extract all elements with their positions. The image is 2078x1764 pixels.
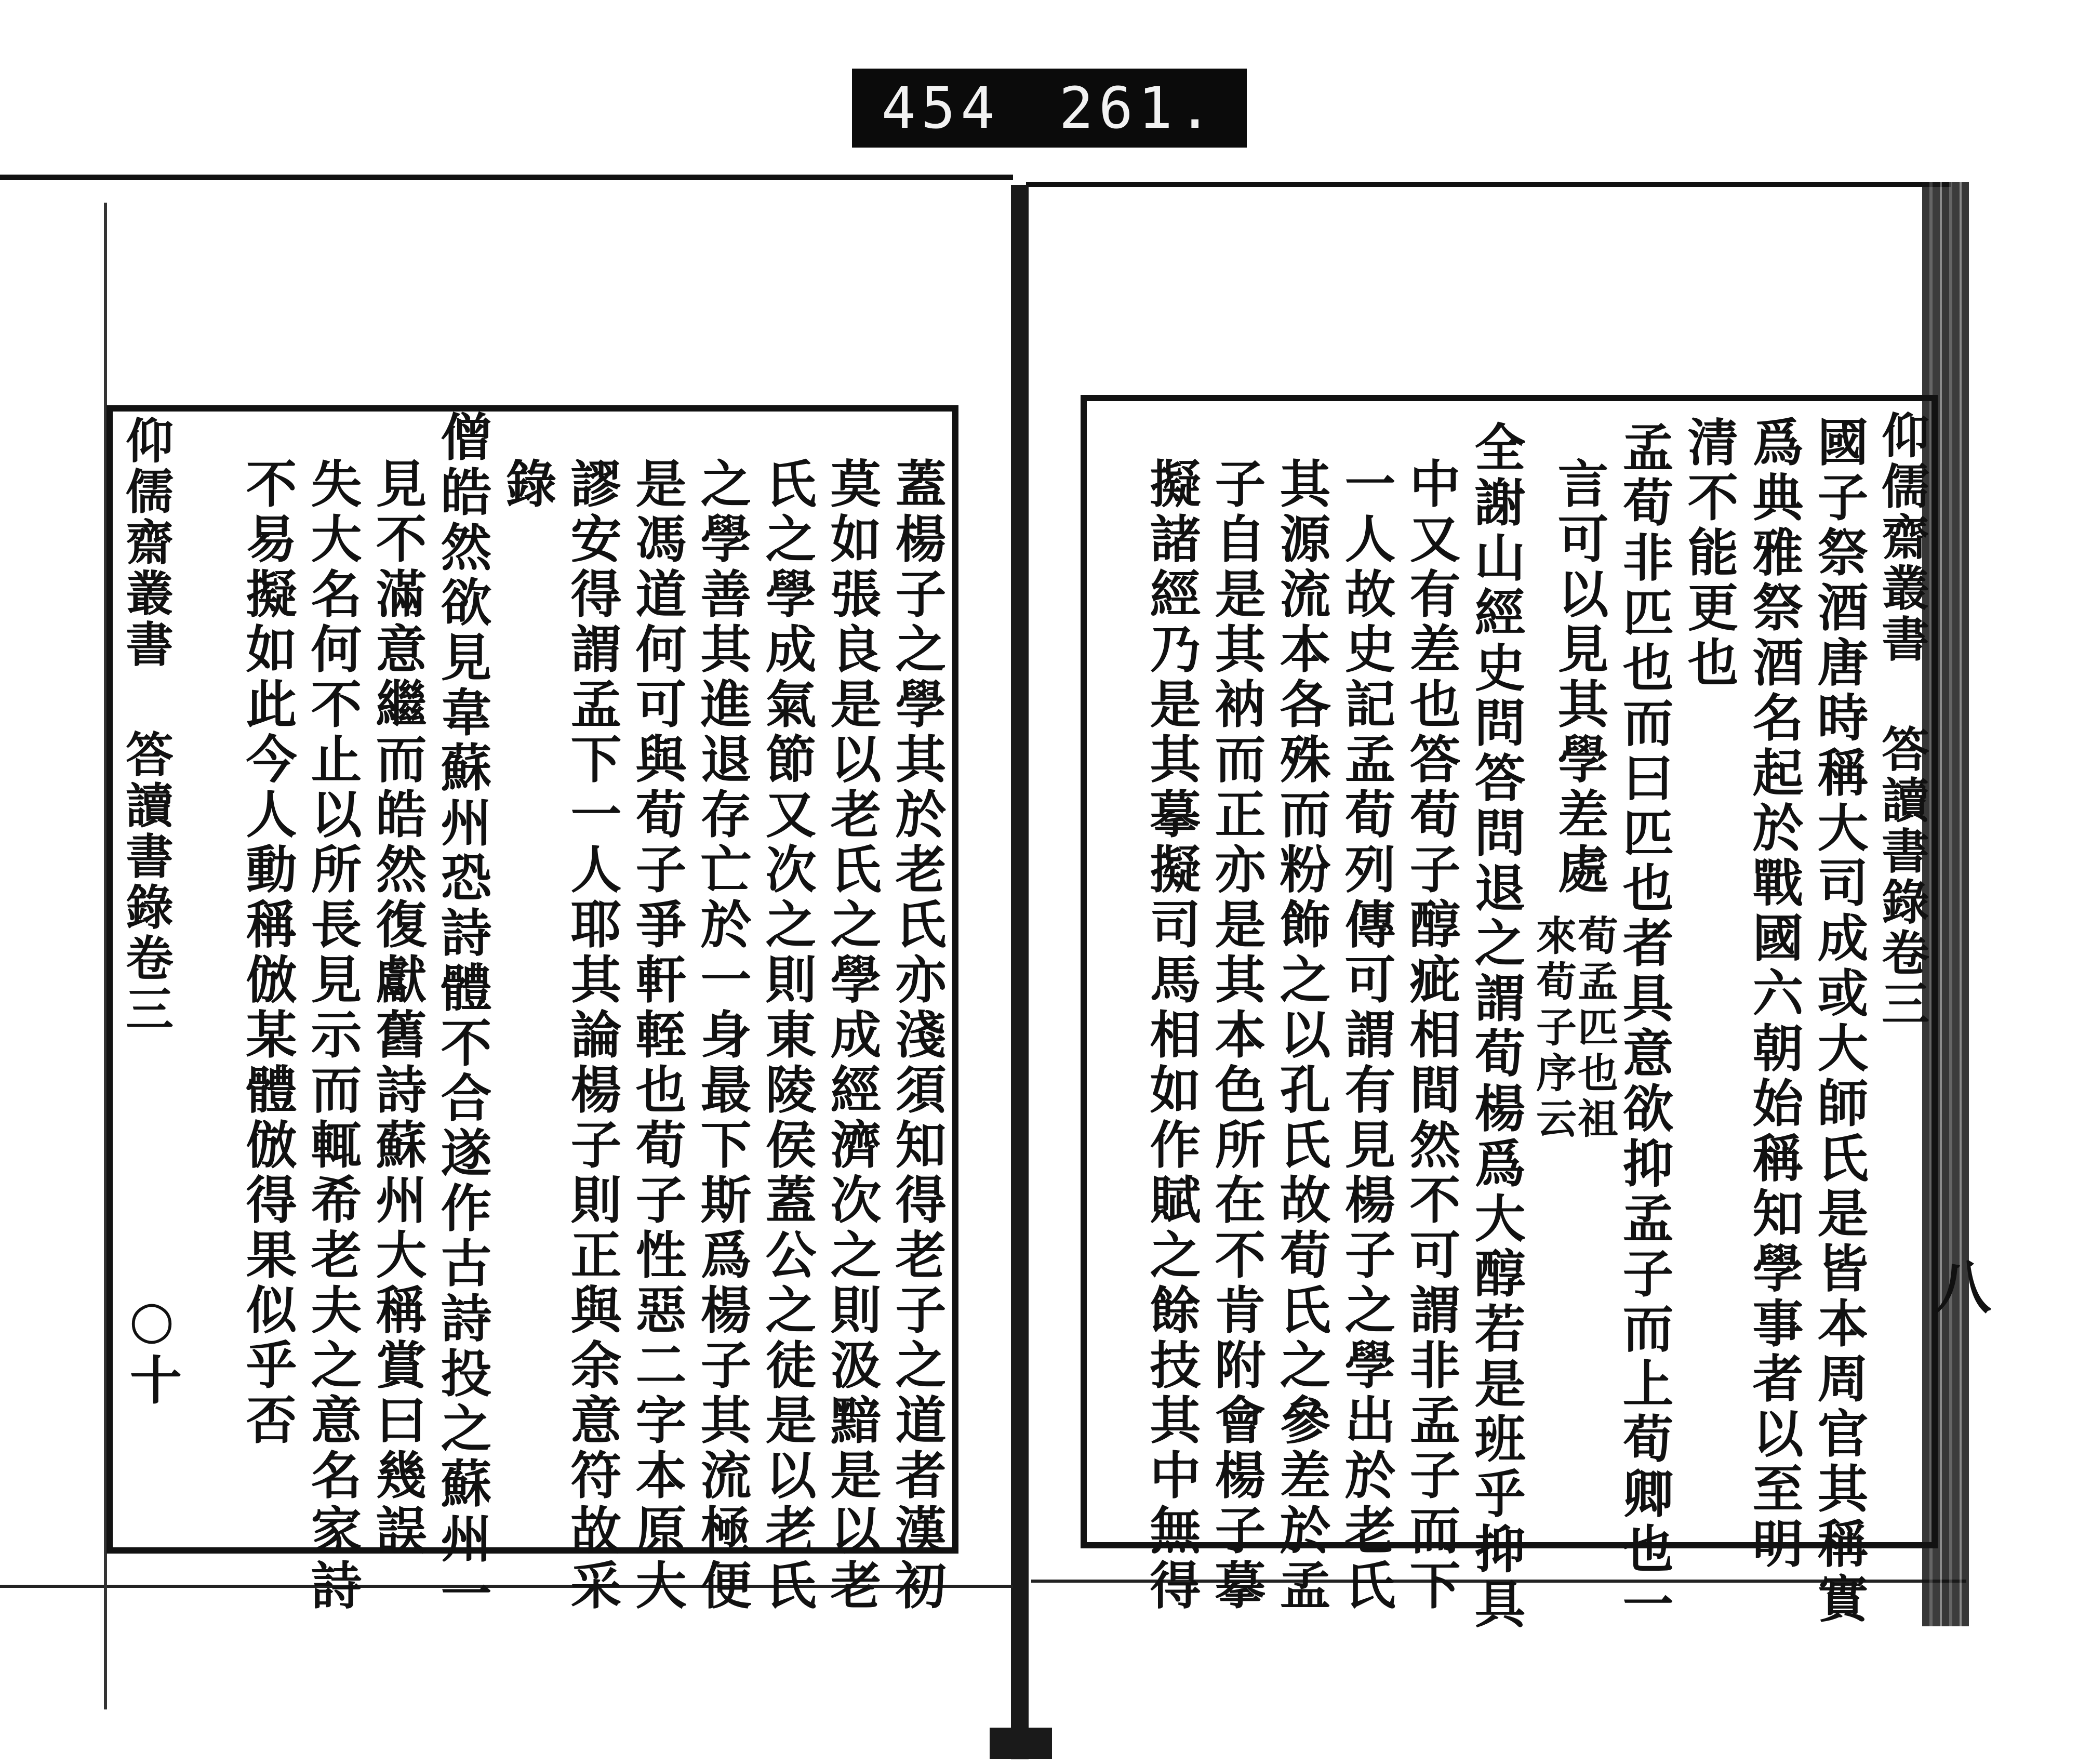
right-page-folio: 八 (1925, 1257, 1992, 1318)
right-text-column-7: 中又有差也答荀子醇疵相間然不可謂非孟子而下 (1401, 457, 1461, 1614)
left-text-column-11: 不易擬如此今人動稱倣某體倣得果似乎否 (237, 457, 297, 1449)
call-number-label (852, 69, 1247, 148)
call-number-left: 454 (881, 75, 1001, 141)
left-text-column-9: 見不滿意繼而皓然復獻舊詩蘇州大稱賞曰幾誤 (367, 457, 427, 1559)
right-text-column-4: 孟荀非匹也而曰匹也者具意欲抑孟子而上荀卿也一 (1614, 421, 1674, 1633)
right-note-column-1: 荀孟匹也祖 (1571, 914, 1618, 1143)
right-text-column-10: 子自是其衲而正亦是其本色所在不肯附會楊子摹 (1206, 457, 1266, 1614)
top-rule-left (0, 175, 1013, 180)
left-text-column-4: 之學善其進退存亡於一身最下斯爲楊子其流極便 (692, 457, 752, 1614)
right-text-column-9: 其源流本各殊而粉飾之以孔氏故荀氏之參差於孟 (1271, 457, 1331, 1614)
left-page-margin-title: 仰儒齋叢書 答讀書錄卷三 (118, 416, 174, 1035)
left-text-column-2: 莫如張良是以老氏之學成經濟次之則汲黯是以老 (822, 457, 882, 1614)
right-note-column-2: 來荀子序云 (1529, 914, 1577, 1143)
left-text-column-8: 僧皓然欲見韋蘇州恐詩體不合遂作古詩投之蘇州一 (432, 410, 492, 1622)
left-page-folio: ○十 (121, 1289, 182, 1408)
right-text-column-6: 全謝山經史問答問退之謂荀楊爲大醇若是班乎抑具 (1466, 421, 1526, 1633)
left-text-column-3: 氏之學成氣節又次之則東陵侯蓋公之徒是以老氏 (757, 457, 817, 1614)
right-text-column-8: 一人故史記孟荀列傳可謂有見楊子之學出於老氏 (1336, 457, 1396, 1614)
right-text-column-1: 國子祭酒唐時稱大司成或大師氏是皆本周官其稱實 (1809, 416, 1869, 1627)
left-text-column-1: 蓋楊子之學其於老氏亦淺須知得老子之道者漢初 (887, 457, 947, 1614)
call-number-right: 261. (1059, 75, 1218, 141)
book-spine (1011, 185, 1029, 1759)
right-text-column-5: 言可以見其學差處 (1549, 457, 1609, 898)
left-text-column-10: 失大名何不止以所長見示而輒希老夫之意名家詩 (302, 457, 362, 1614)
right-text-column-2: 爲典雅祭酒名起於戰國六朝始稱知學事者以至明 (1744, 416, 1804, 1572)
book-spine-foot (990, 1728, 1052, 1759)
top-rule-right (1026, 182, 1951, 187)
right-page-margin-title: 仰儒齋叢書 答讀書錄卷三 (1874, 410, 1930, 1030)
left-text-column-7: 錄 (497, 457, 557, 512)
right-text-column-3: 清不能更也 (1679, 416, 1739, 691)
right-text-column-11: 擬諸經乃是其摹擬司馬相如作賦之餘技其中無得 (1141, 457, 1201, 1614)
left-text-column-6: 謬安得謂孟下一人耶其論楊子則正與余意符故采 (562, 457, 622, 1614)
left-text-column-5: 是馮道何可與荀子爭軒輊也荀子性惡二字本原大 (627, 457, 687, 1614)
